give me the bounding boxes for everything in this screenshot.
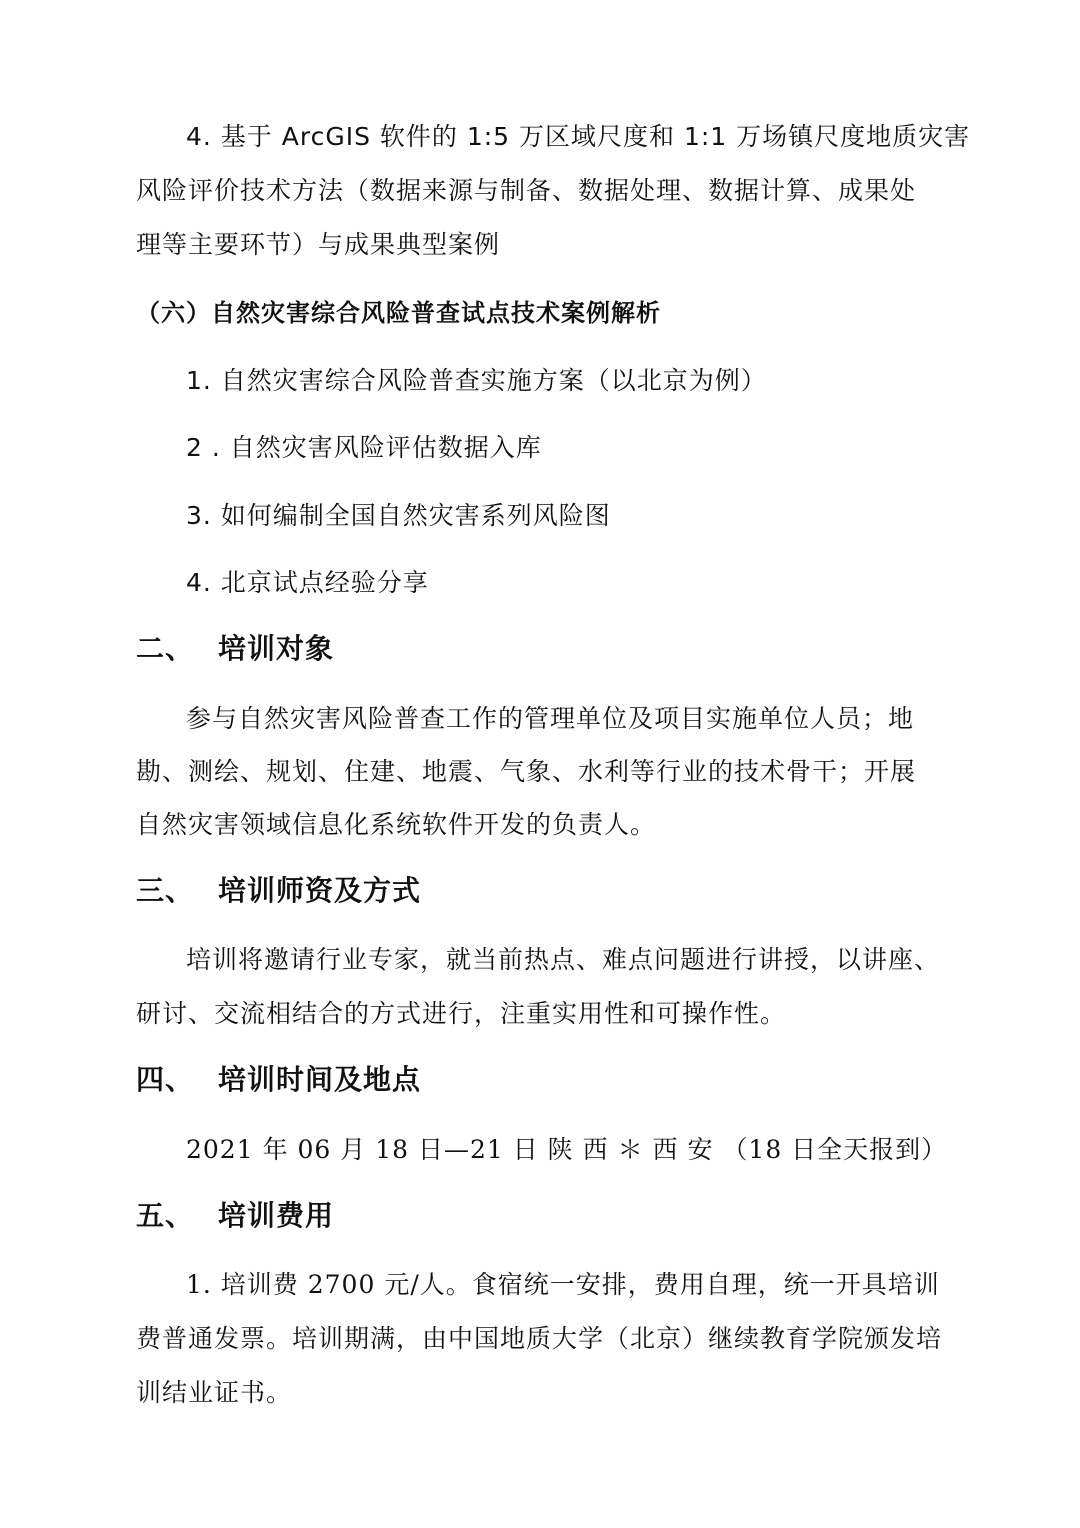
section-number: 四、 [136,1063,195,1096]
paragraph-line: 1. 培训费 2700 元/人。食宿统一安排，费用自理，统一开具培训 [186,1270,940,1299]
list-item: 3. 如何编制全国自然灾害系列风险图 [186,501,611,530]
section-title: 培训费用 [218,1199,335,1232]
section-heading [136,1062,421,1098]
paragraph-line: 参与自然灾害风险普查工作的管理单位及项目实施单位人员；地 [186,704,915,733]
paragraph-line: 勘、测绘、规划、住建、地震、气象、水利等行业的技术骨干；开展 [136,757,917,786]
paragraph-line: 理等主要环节）与成果典型案例 [136,230,501,259]
paragraph-line: 自然灾害领域信息化系统软件开发的负责人。 [136,810,657,839]
paragraph-line: 4. 基于 ArcGIS 软件的 1:5 万区域尺度和 1:1 万场镇尺度地质灾害 [186,122,971,151]
paragraph-line: 训结业证书。 [136,1378,293,1407]
section-title: 培训时间及地点 [218,1063,422,1096]
paragraph-line: 风险评价技术方法（数据来源与制备、数据处理、数据计算、成果处 [136,176,917,205]
paragraph-line: 培训将邀请行业专家，就当前热点、难点问题进行讲授，以讲座、 [186,945,941,974]
section-number: 二、 [136,632,195,665]
date-location-line: 2021 年 06 月 18 日—21 日 陕 西 ＊ 西 安 （18 日全天报到） [186,1135,948,1164]
section-number: 五、 [136,1199,195,1232]
list-item: 2 . 自然灾害风险评估数据入库 [186,433,542,462]
sub-section-title: （六）自然灾害综合风险普查试点技术案例解析 [136,299,661,327]
paragraph-line: 研讨、交流相结合的方式进行，注重实用性和可操作性。 [136,999,787,1028]
section-heading [136,873,421,909]
section-title: 培训师资及方式 [218,874,422,907]
section-heading [136,631,334,667]
list-item: 1. 自然灾害综合风险普查实施方案（以北京为例） [186,366,767,395]
section-title: 培训对象 [218,632,335,665]
paragraph-line: 费普通发票。培训期满，由中国地质大学（北京）继续教育学院颁发培 [136,1324,943,1353]
list-item: 4. 北京试点经验分享 [186,568,429,597]
section-heading [136,1198,334,1234]
section-number: 三、 [136,874,195,907]
